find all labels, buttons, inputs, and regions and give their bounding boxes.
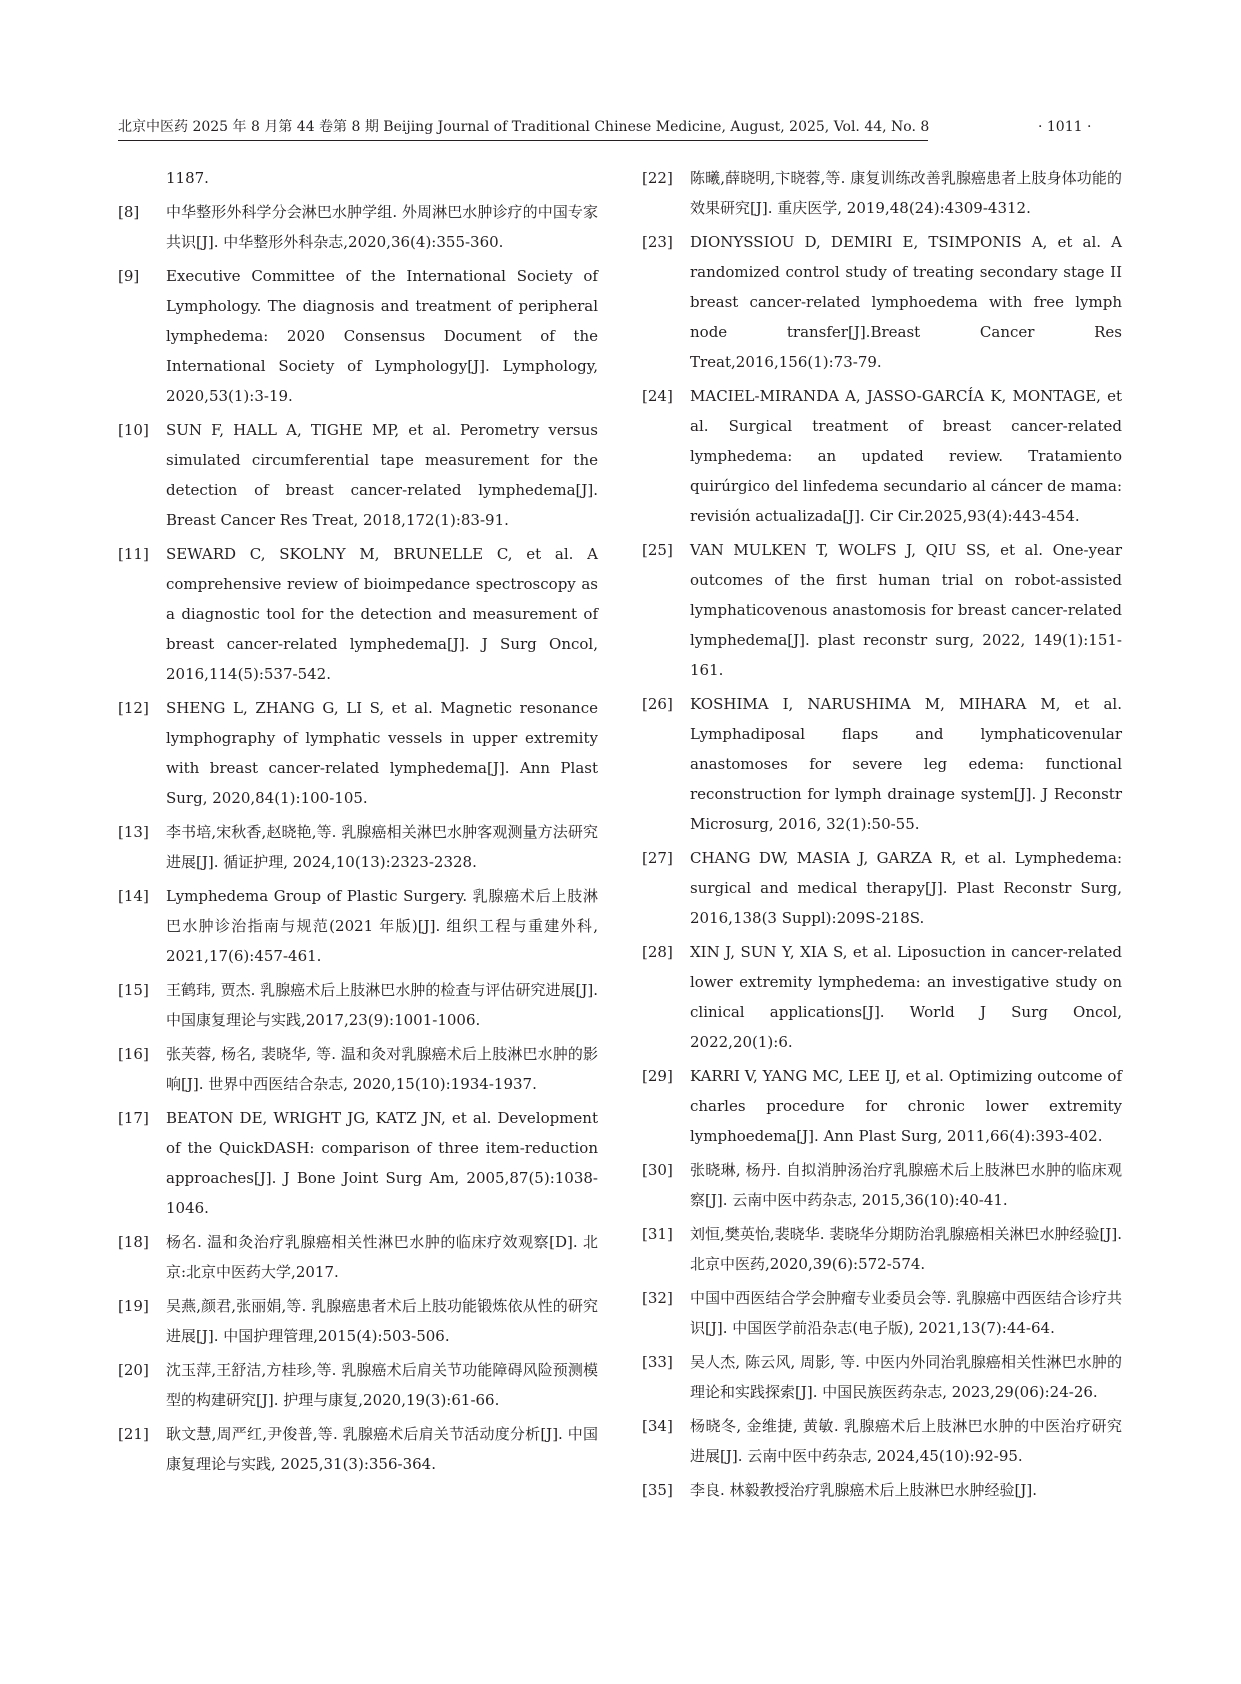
reference-number: [9] xyxy=(118,267,140,285)
reference-item xyxy=(642,1283,1122,1343)
reference-item xyxy=(642,381,1122,531)
reference-continuation: 1187. xyxy=(166,169,209,187)
reference-text: Lymphedema Group of Plastic Surgery. 乳腺癌术后上肢淋巴水肿诊治指南与规范(2021 年版)[J]. 组织工程与重建外科, 2021,17(6):457-461. xyxy=(166,887,598,965)
reference-text: SEWARD C, SKOLNY M, BRUNELLE C, et al. A comprehensive review of bioimpedance spectroscopy as a diagnostic tool for the detection and measurement of breast cancer-related lymphedema[J]. J Surg Oncol, 2016,114(5):537-542. xyxy=(166,545,598,683)
reference-item xyxy=(642,689,1122,839)
reference-number: [33] xyxy=(642,1353,673,1371)
reference-text: 耿文慧,周严红,尹俊普,等. 乳腺癌术后肩关节活动度分析[J]. 中国康复理论与实践, 2025,31(3):356-364. xyxy=(166,1425,598,1473)
reference-item xyxy=(642,1411,1122,1471)
reference-number: [15] xyxy=(118,981,149,999)
reference-number: [19] xyxy=(118,1297,149,1315)
reference-text: XIN J, SUN Y, XIA S, et al. Liposuction in cancer-related lower extremity lymphedema: an investigative study on clinical applications[J]. World J Surg Oncol, 2022,20(1):6. xyxy=(690,943,1122,1051)
reference-text: 陈曦,薛晓明,卞晓蓉,等. 康复训练改善乳腺癌患者上肢身体功能的效果研究[J]. 重庆医学, 2019,48(24):4309-4312. xyxy=(690,169,1122,217)
reference-column-right xyxy=(642,163,1122,1509)
page-number: · 1011 · xyxy=(1038,119,1092,135)
reference-number: [16] xyxy=(118,1045,149,1063)
reference-text: 中国中西医结合学会肿瘤专业委员会等. 乳腺癌中西医结合诊疗共识[J]. 中国医学前沿杂志(电子版), 2021,13(7):44-64. xyxy=(690,1289,1122,1337)
reference-number: [28] xyxy=(642,943,673,961)
reference-item xyxy=(642,227,1122,377)
reference-number: [34] xyxy=(642,1417,673,1435)
reference-item xyxy=(642,1475,1122,1505)
reference-number: [24] xyxy=(642,387,673,405)
reference-item xyxy=(118,1419,598,1479)
reference-text: DIONYSSIOU D, DEMIRI E, TSIMPONIS A, et al. A randomized control study of treating secondary stage II breast cancer-related lymphoedema with free lymph node transfer[J].Breast Cancer Res Treat,2016,156(1):73-79. xyxy=(690,233,1122,371)
reference-text: 王鹤玮, 贾杰. 乳腺癌术后上肢淋巴水肿的检查与评估研究进展[J]. 中国康复理论与实践,2017,23(9):1001-1006. xyxy=(166,981,598,1029)
reference-number: [11] xyxy=(118,545,149,563)
reference-text: Executive Committee of the International Society of Lymphology. The diagnosis and treatment of peripheral lymphedema: 2020 Consensus Document of the International Society of Lymphology[J]. Lymphology, 2020,53(1):3-19. xyxy=(166,267,598,405)
reference-number: [18] xyxy=(118,1233,149,1251)
reference-item xyxy=(118,261,598,411)
reference-item xyxy=(118,881,598,971)
reference-text: CHANG DW, MASIA J, GARZA R, et al. Lymphedema: surgical and medical therapy[J]. Plast Reconstr Surg, 2016,138(3 Suppl):209S-218S. xyxy=(690,849,1122,927)
reference-item xyxy=(118,539,598,689)
reference-item xyxy=(642,163,1122,223)
reference-item xyxy=(118,817,598,877)
reference-item xyxy=(118,415,598,535)
header-rule xyxy=(118,140,928,141)
reference-number: [13] xyxy=(118,823,149,841)
reference-item xyxy=(118,197,598,257)
reference-item xyxy=(118,1103,598,1223)
reference-number: [12] xyxy=(118,699,149,717)
reference-number: [23] xyxy=(642,233,673,251)
reference-number: [27] xyxy=(642,849,673,867)
reference-number: [35] xyxy=(642,1481,673,1499)
reference-number: [10] xyxy=(118,421,149,439)
reference-number: [26] xyxy=(642,695,673,713)
reference-text: 张芙蓉, 杨名, 裴晓华, 等. 温和灸对乳腺癌术后上肢淋巴水肿的影响[J]. 世界中西医结合杂志, 2020,15(10):1934-1937. xyxy=(166,1045,598,1093)
reference-item xyxy=(642,1219,1122,1279)
reference-text: 刘恒,樊英怡,裴晓华. 裴晓华分期防治乳腺癌相关淋巴水肿经验[J]. 北京中医药,2020,39(6):572-574. xyxy=(690,1225,1122,1273)
reference-number: [20] xyxy=(118,1361,149,1379)
reference-text: KARRI V, YANG MC, LEE IJ, et al. Optimizing outcome of charles procedure for chronic lower extremity lymphoedema[J]. Ann Plast Surg, 2011,66(4):393-402. xyxy=(690,1067,1122,1145)
reference-item xyxy=(642,535,1122,685)
reference-text: 杨晓冬, 金维捷, 黄敏. 乳腺癌术后上肢淋巴水肿的中医治疗研究进展[J]. 云南中医中药杂志, 2024,45(10):92-95. xyxy=(690,1417,1122,1465)
reference-item xyxy=(642,843,1122,933)
reference-item xyxy=(118,1291,598,1351)
reference-item xyxy=(642,1061,1122,1151)
reference-item xyxy=(118,1227,598,1287)
reference-number: [32] xyxy=(642,1289,673,1307)
reference-number: [29] xyxy=(642,1067,673,1085)
reference-number: [22] xyxy=(642,169,673,187)
reference-text: 吴人杰, 陈云风, 周影, 等. 中医内外同治乳腺癌相关性淋巴水肿的理论和实践探索[J]. 中国民族医药杂志, 2023,29(06):24-26. xyxy=(690,1353,1122,1401)
reference-text: 李书培,宋秋香,赵晓艳,等. 乳腺癌相关淋巴水肿客观测量方法研究进展[J]. 循证护理, 2024,10(13):2323-2328. xyxy=(166,823,598,871)
reference-text: 沈玉萍,王舒洁,方桂珍,等. 乳腺癌术后肩关节功能障碍风险预测模型的构建研究[J]. 护理与康复,2020,19(3):61-66. xyxy=(166,1361,598,1409)
reference-column-left xyxy=(118,163,598,1483)
reference-item xyxy=(118,693,598,813)
reference-text: 李良. 林毅教授治疗乳腺癌术后上肢淋巴水肿经验[J]. xyxy=(690,1481,1038,1499)
reference-item xyxy=(642,1155,1122,1215)
reference-text: 吴燕,颜君,张丽娟,等. 乳腺癌患者术后上肢功能锻炼依从性的研究进展[J]. 中国护理管理,2015(4):503-506. xyxy=(166,1297,598,1345)
reference-text: 张晓琳, 杨丹. 自拟消肿汤治疗乳腺癌术后上肢淋巴水肿的临床观察[J]. 云南中医中药杂志, 2015,36(10):40-41. xyxy=(690,1161,1122,1209)
reference-item xyxy=(642,937,1122,1057)
reference-item xyxy=(118,1355,598,1415)
reference-number: [31] xyxy=(642,1225,673,1243)
reference-number: [30] xyxy=(642,1161,673,1179)
reference-item xyxy=(118,1039,598,1099)
reference-number: [14] xyxy=(118,887,149,905)
journal-citation-line: 北京中医药 2025 年 8 月第 44 卷第 8 期 Beijing Journal of Traditional Chinese Medicine, August, 2025, Vol. 44, No. 8 xyxy=(118,119,930,135)
reference-text: KOSHIMA I, NARUSHIMA M, MIHARA M, et al. Lymphadiposal flaps and lymphaticovenular anastomoses for severe leg edema: functional reconstruction for lymph drainage system[J]. J Reconstr Microsurg, 2016, 32(1):50-55. xyxy=(690,695,1122,833)
reference-text: MACIEL-MIRANDA A, JASSO-GARCÍA K, MONTAGE, et al. Surgical treatment of breast cancer-related lymphedema: an updated review. Tratamiento quirúrgico del linfedema secundario al cáncer de mama: revisión actualizada[J]. Cir Cir.2025,93(4):443-454. xyxy=(690,387,1122,525)
reference-number: [21] xyxy=(118,1425,149,1443)
reference-number: [8] xyxy=(118,203,140,221)
reference-text: 中华整形外科学分会淋巴水肿学组. 外周淋巴水肿诊疗的中国专家共识[J]. 中华整形外科杂志,2020,36(4):355-360. xyxy=(166,203,598,251)
reference-text: VAN MULKEN T, WOLFS J, QIU SS, et al. One-year outcomes of the first human trial on robot-assisted lymphaticovenous anastomosis for breast cancer-related lymphedema[J]. plast reconstr surg, 2022, 149(1):151-161. xyxy=(690,541,1122,679)
reference-item xyxy=(118,975,598,1035)
reference-text: 杨名. 温和灸治疗乳腺癌相关性淋巴水肿的临床疗效观察[D]. 北京:北京中医药大学,2017. xyxy=(166,1233,598,1281)
reference-text: BEATON DE, WRIGHT JG, KATZ JN, et al. Development of the QuickDASH: comparison of three item-reduction approaches[J]. J Bone Joint Surg Am, 2005,87(5):1038-1046. xyxy=(166,1109,598,1217)
reference-text: SHENG L, ZHANG G, LI S, et al. Magnetic resonance lymphography of lymphatic vessels in upper extremity with breast cancer-related lymphedema[J]. Ann Plast Surg, 2020,84(1):100-105. xyxy=(166,699,598,807)
reference-number: [17] xyxy=(118,1109,149,1127)
reference-number: [25] xyxy=(642,541,673,559)
reference-text: SUN F, HALL A, TIGHE MP, et al. Perometry versus simulated circumferential tape measurement for the detection of breast cancer-related lymphedema[J]. Breast Cancer Res Treat, 2018,172(1):83-91. xyxy=(166,421,598,529)
reference-item xyxy=(642,1347,1122,1407)
